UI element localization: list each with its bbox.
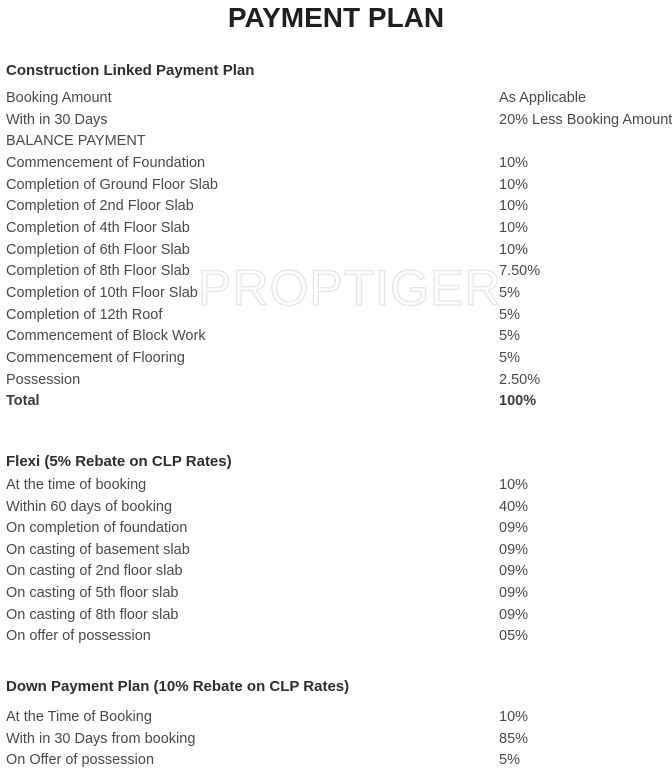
row-value: 5% xyxy=(499,752,520,768)
payment-plan-section xyxy=(6,453,672,648)
table-row xyxy=(6,218,672,240)
table-row xyxy=(6,626,672,648)
table-row xyxy=(6,475,672,497)
table-row xyxy=(6,540,672,562)
row-value: 09% xyxy=(499,606,529,623)
row-value: 5% xyxy=(499,349,520,366)
row-label: BALANCE PAYMENT xyxy=(6,133,146,150)
row-value: 10% xyxy=(499,176,529,193)
row-label: Commencement of Flooring xyxy=(6,349,185,366)
section-heading: Down Payment Plan (10% Rebate on CLP Rates) xyxy=(6,678,350,696)
row-label: Completion of Ground Floor Slab xyxy=(6,176,218,193)
payment-plan-section xyxy=(6,62,672,413)
table-row xyxy=(6,750,672,768)
row-label: Completion of 10th Floor Slab xyxy=(6,284,198,301)
section-heading: Flexi (5% Rebate on CLP Rates) xyxy=(6,452,232,470)
row-label: Completion of 6th Floor Slab xyxy=(6,241,190,258)
table-row xyxy=(6,561,672,583)
table-row xyxy=(6,583,672,605)
payment-plan-section xyxy=(6,678,672,768)
row-value: 05% xyxy=(499,628,529,645)
row-value: 40% xyxy=(499,498,529,515)
table-row xyxy=(6,497,672,519)
row-label: At the time of booking xyxy=(6,476,147,493)
row-label: On completion of foundation xyxy=(6,520,188,537)
table-row xyxy=(6,518,672,540)
row-value: 09% xyxy=(499,541,529,558)
row-label: Booking Amount xyxy=(6,90,112,106)
table-row xyxy=(6,240,672,262)
row-value: 10% xyxy=(499,219,529,236)
table-row xyxy=(6,605,672,627)
row-value: 5% xyxy=(499,284,520,301)
section-rows xyxy=(6,475,672,648)
row-value: 09% xyxy=(499,585,529,602)
row-value: 7.50% xyxy=(499,263,541,280)
row-label: With in 30 Days xyxy=(6,111,108,128)
row-value: 20% Less Booking Amount xyxy=(499,111,672,128)
table-row xyxy=(6,326,672,348)
row-value: 5% xyxy=(499,306,520,323)
table-row xyxy=(6,175,672,197)
row-value: 10% xyxy=(499,241,529,258)
row-label: Completion of 8th Floor Slab xyxy=(6,263,190,280)
row-value xyxy=(499,131,672,153)
table-row xyxy=(6,707,672,729)
row-label: At the Time of Booking xyxy=(6,709,152,726)
table-row xyxy=(6,370,672,392)
row-value: 09% xyxy=(499,520,529,537)
row-value: 10% xyxy=(499,198,529,215)
row-label: With in 30 Days from booking xyxy=(6,730,196,747)
table-row xyxy=(6,729,672,751)
table-row xyxy=(6,196,672,218)
row-label: On casting of basement slab xyxy=(6,541,190,558)
table-row xyxy=(6,110,672,132)
table-row xyxy=(6,391,672,413)
row-label: Completion of 2nd Floor Slab xyxy=(6,198,194,215)
sections xyxy=(0,62,672,768)
table-row xyxy=(6,153,672,175)
row-label: Completion of 12th Roof xyxy=(6,306,163,323)
row-value: 10% xyxy=(499,709,529,726)
page-title: PAYMENT PLAN xyxy=(227,2,445,33)
row-label: On casting of 2nd floor slab xyxy=(6,563,183,580)
section-rows xyxy=(6,88,672,413)
section-heading: Construction Linked Payment Plan xyxy=(6,62,255,79)
table-row xyxy=(6,348,672,370)
row-label: Total xyxy=(6,393,40,410)
row-label: Within 60 days of booking xyxy=(6,498,173,515)
row-label: Completion of 4th Floor Slab xyxy=(6,219,190,236)
row-value: 09% xyxy=(499,563,529,580)
row-value: 85% xyxy=(499,730,529,747)
row-label: Commencement of Block Work xyxy=(6,328,206,345)
row-label: Possession xyxy=(6,371,81,388)
row-value: 5% xyxy=(499,328,520,345)
table-row xyxy=(6,283,672,305)
table-row xyxy=(6,88,672,110)
section-rows xyxy=(6,707,672,768)
row-value: 10% xyxy=(499,154,529,171)
proptiger-watermark: PROPTIGER xyxy=(198,260,502,316)
table-row xyxy=(6,305,672,327)
row-label: On offer of possession xyxy=(6,628,151,645)
row-label: On casting of 5th floor slab xyxy=(6,585,179,602)
row-value: 100% xyxy=(499,393,537,410)
row-label: Commencement of Foundation xyxy=(6,154,206,171)
row-value: 2.50% xyxy=(499,371,541,388)
table-row xyxy=(6,261,672,283)
row-label: On casting of 8th floor slab xyxy=(6,606,179,623)
row-value: 10% xyxy=(499,476,529,493)
table-row xyxy=(6,131,672,153)
row-value: As Applicable xyxy=(499,90,587,106)
row-label: On Offer of possession xyxy=(6,752,155,768)
